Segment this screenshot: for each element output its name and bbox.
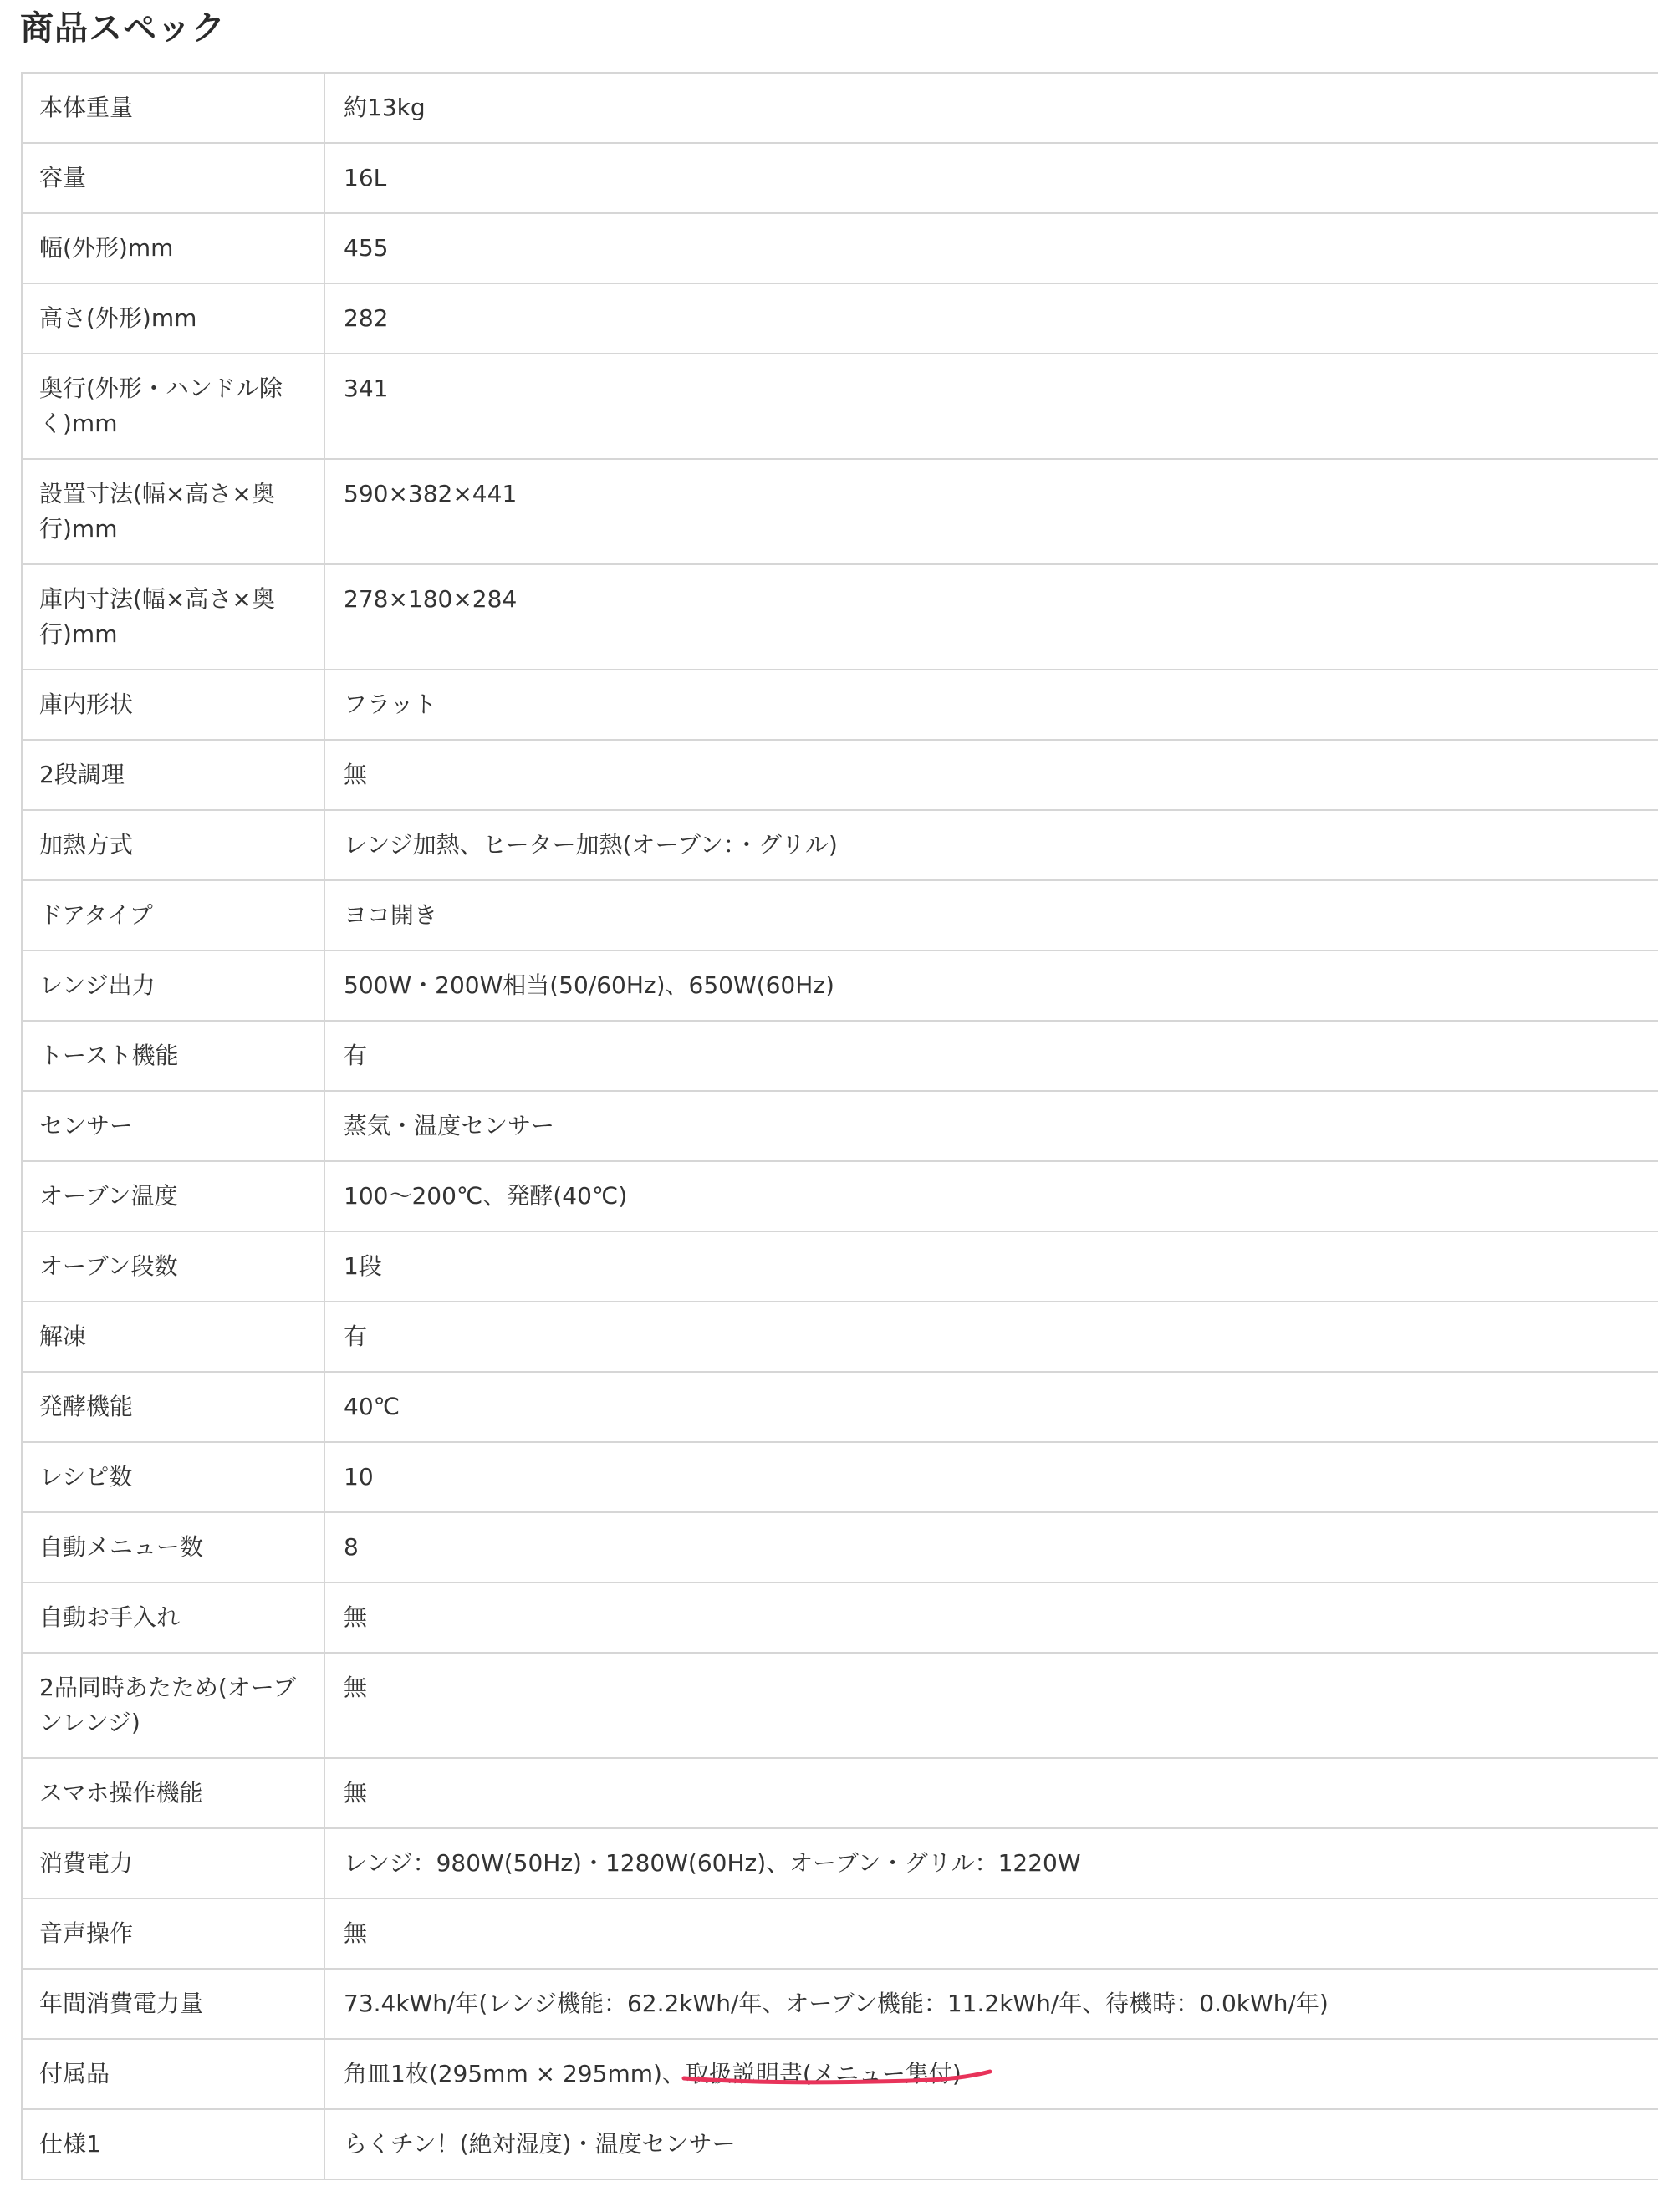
spec-label: オーブン温度 [22, 1161, 324, 1231]
spec-row [22, 740, 1658, 810]
spec-row [22, 880, 1658, 951]
spec-row [22, 2109, 1658, 2179]
spec-label: ドアタイプ [22, 880, 324, 951]
spec-label: レンジ出力 [22, 951, 324, 1021]
spec-label: 本体重量 [22, 73, 324, 143]
spec-row [22, 951, 1658, 1021]
spec-label: 仕様1 [22, 2109, 324, 2179]
struck-text: 取扱説明書(メニュー集付) [685, 2060, 962, 2087]
spec-label: 音声操作 [22, 1899, 324, 1969]
spec-label: 2品同時あたため(オーブンレンジ) [22, 1653, 324, 1758]
spec-value: 有 [324, 1021, 1658, 1091]
spec-label: 解凍 [22, 1302, 324, 1372]
spec-value: 73.4kWh/年(レンジ機能：62.2kWh/年、オーブン機能：11.2kWh/年、待機時：0.0kWh/年) [324, 1969, 1658, 2039]
spec-row [22, 143, 1658, 213]
spec-value: 無 [324, 1899, 1658, 1969]
spec-label: 設置寸法(幅×高さ×奥行)mm [22, 459, 324, 564]
spec-value: フラット [324, 670, 1658, 740]
spec-value: 8 [324, 1512, 1658, 1583]
spec-label: 発酵機能 [22, 1372, 324, 1442]
spec-label: レシピ数 [22, 1442, 324, 1512]
spec-label: 年間消費電力量 [22, 1969, 324, 2039]
spec-row [22, 1442, 1658, 1512]
spec-value: 16L [324, 143, 1658, 213]
spec-label: 容量 [22, 143, 324, 213]
spec-row [22, 1969, 1658, 2039]
spec-value: 10 [324, 1442, 1658, 1512]
spec-label: 消費電力 [22, 1828, 324, 1899]
spec-label: 自動お手入れ [22, 1583, 324, 1653]
spec-value: ヨコ開き [324, 880, 1658, 951]
spec-row [22, 1828, 1658, 1899]
spec-table [21, 72, 1658, 2180]
spec-value-accessories [324, 2039, 1658, 2109]
spec-value: 無 [324, 1653, 1658, 1758]
spec-label: 加熱方式 [22, 810, 324, 880]
spec-value: レンジ：980W(50Hz)・1280W(60Hz)、オーブン・グリル：1220W [324, 1828, 1658, 1899]
spec-value: 278×180×284 [324, 564, 1658, 670]
spec-row [22, 459, 1658, 564]
spec-row [22, 213, 1658, 283]
spec-value: 282 [324, 283, 1658, 354]
spec-value: らくチン！(絶対湿度)・温度センサー [324, 2109, 1658, 2179]
spec-label: オーブン段数 [22, 1231, 324, 1302]
spec-label: 2段調理 [22, 740, 324, 810]
spec-label: 付属品 [22, 2039, 324, 2109]
spec-label: トースト機能 [22, 1021, 324, 1091]
spec-label: スマホ操作機能 [22, 1758, 324, 1828]
spec-row [22, 1653, 1658, 1758]
page-title: 商品スペック [20, 9, 226, 48]
spec-row [22, 564, 1658, 670]
spec-value: 1段 [324, 1231, 1658, 1302]
spec-value: 無 [324, 1583, 1658, 1653]
spec-label: センサー [22, 1091, 324, 1161]
spec-value: 有 [324, 1302, 1658, 1372]
spec-label: 幅(外形)mm [22, 213, 324, 283]
spec-value: レンジ加熱、ヒーター加熱(オーブン：・グリル) [324, 810, 1658, 880]
spec-value: 100〜200℃、発酵(40℃) [324, 1161, 1658, 1231]
spec-row [22, 1302, 1658, 1372]
accessory-text: 角皿1枚(295mm × 295mm)、 [344, 2060, 686, 2087]
spec-row [22, 283, 1658, 354]
spec-value: 500W・200W相当(50/60Hz)、650W(60Hz) [324, 951, 1658, 1021]
spec-row [22, 1583, 1658, 1653]
spec-row [22, 1372, 1658, 1442]
spec-row [22, 810, 1658, 880]
spec-value: 無 [324, 1758, 1658, 1828]
spec-label: 高さ(外形)mm [22, 283, 324, 354]
spec-value: 590×382×441 [324, 459, 1658, 564]
spec-row [22, 1758, 1658, 1828]
spec-row [22, 1021, 1658, 1091]
spec-value: 455 [324, 213, 1658, 283]
spec-value: 約13kg [324, 73, 1658, 143]
spec-value: 無 [324, 740, 1658, 810]
spec-value: 40℃ [324, 1372, 1658, 1442]
spec-row [22, 1161, 1658, 1231]
spec-row [22, 1899, 1658, 1969]
spec-row [22, 73, 1658, 143]
struck-accessory-text [686, 2057, 962, 2092]
spec-label: 自動メニュー数 [22, 1512, 324, 1583]
spec-row [22, 670, 1658, 740]
spec-label: 奥行(外形・ハンドル除く)mm [22, 354, 324, 459]
spec-row [22, 1231, 1658, 1302]
spec-row [22, 1512, 1658, 1583]
spec-row [22, 354, 1658, 459]
spec-label: 庫内寸法(幅×高さ×奥行)mm [22, 564, 324, 670]
spec-value: 341 [324, 354, 1658, 459]
spec-label: 庫内形状 [22, 670, 324, 740]
spec-row [22, 2039, 1658, 2109]
spec-value: 蒸気・温度センサー [324, 1091, 1658, 1161]
spec-row [22, 1091, 1658, 1161]
